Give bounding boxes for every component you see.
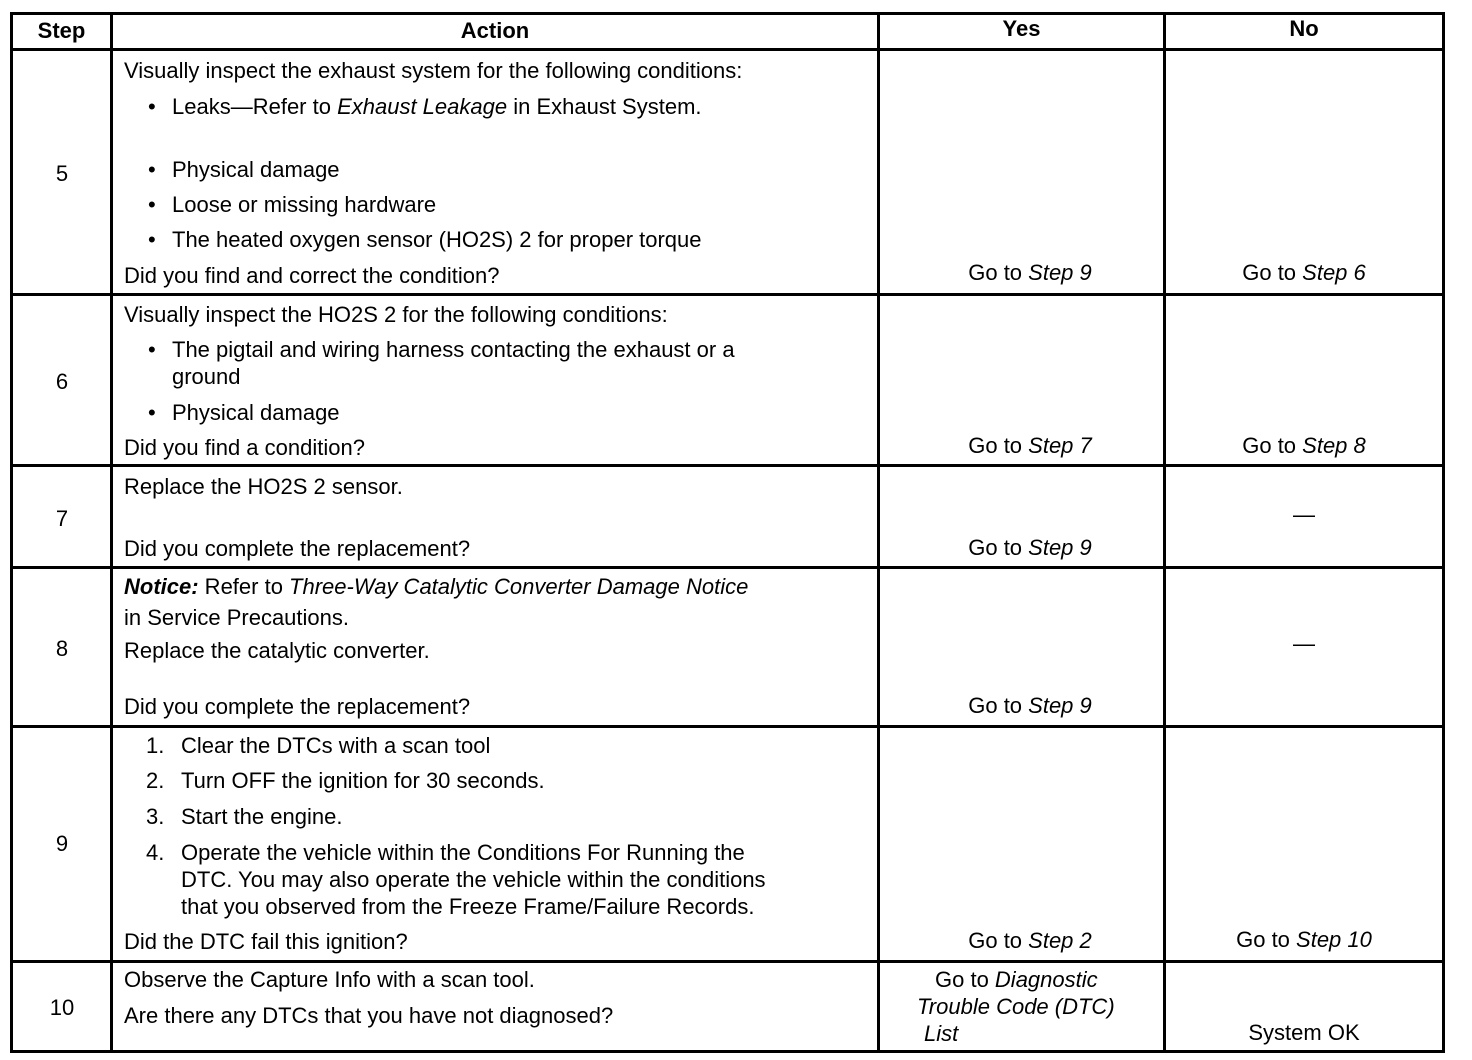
action-text: Visually inspect the HO2S 2 for the following conditions: [124, 302, 668, 327]
bullet-marker: • [148, 192, 156, 217]
header-yes: Yes [1002, 16, 1041, 41]
bullet-marker: • [148, 227, 156, 252]
no-dash: — [1293, 631, 1315, 656]
list-item: Operate the vehicle within the Conditions For Running the [181, 840, 745, 865]
bullet-marker: • [148, 157, 156, 182]
list-number: 2. [146, 768, 165, 793]
action-text: Observe the Capture Info with a scan tool. [124, 967, 535, 992]
step-number: 8 [55, 636, 69, 661]
notice-continuation: in Service Precautions. [124, 605, 349, 630]
step-number: 5 [55, 161, 69, 186]
bullet-item-continuation: ground [172, 364, 241, 389]
no-result: System OK [1248, 1020, 1360, 1045]
bullet-item: Physical damage [172, 157, 340, 182]
row-divider [10, 566, 1445, 569]
no-dash: — [1293, 502, 1315, 527]
action-question: Did you find a condition? [124, 435, 365, 460]
bullet-marker: • [148, 400, 156, 425]
header-action: Action [460, 18, 530, 43]
list-number: 3. [146, 804, 165, 829]
no-result: Go to Step 10 [1236, 927, 1372, 952]
yes-result: Go to Step 2 [968, 928, 1092, 953]
step-number: 7 [55, 506, 69, 531]
step-number: 10 [49, 995, 75, 1020]
list-item-continuation: that you observed from the Freeze Frame/Failure Records. [181, 894, 755, 919]
no-result: Go to Step 6 [1242, 260, 1366, 285]
action-question: Did you complete the replacement? [124, 694, 471, 719]
list-number: 4. [146, 840, 165, 865]
row-divider [10, 960, 1445, 963]
no-result: Go to Step 8 [1242, 433, 1366, 458]
step-number: 6 [55, 369, 69, 394]
row-divider [10, 293, 1445, 296]
bullet-item: The heated oxygen sensor (HO2S) 2 for proper torque [172, 227, 702, 252]
yes-result: Go to Step 9 [968, 260, 1092, 285]
yes-result-continuation: List [924, 1021, 959, 1046]
action-text: Replace the catalytic converter. [124, 638, 430, 663]
table-border-bottom [10, 1050, 1445, 1053]
header-no: No [1289, 16, 1319, 41]
bullet-item: The pigtail and wiring harness contacting the exhaust or a [172, 337, 735, 362]
action-question: Did you complete the replacement? [124, 536, 471, 561]
column-divider [877, 12, 880, 1053]
yes-result: Go to Step 9 [968, 535, 1092, 560]
yes-result: Go to Step 9 [968, 693, 1092, 718]
notice-text: Notice: Refer to Three-Way Catalytic Converter Damage Notice [124, 574, 749, 599]
action-text: Visually inspect the exhaust system for the following conditions: [124, 58, 743, 83]
table-border-right [1442, 12, 1445, 1053]
action-question: Are there any DTCs that you have not diagnosed? [124, 1003, 614, 1028]
header-divider [10, 48, 1445, 51]
table-border-top [10, 12, 1445, 15]
action-text: Replace the HO2S 2 sensor. [124, 474, 403, 499]
list-item: Clear the DTCs with a scan tool [181, 733, 491, 758]
column-divider [1163, 12, 1166, 1053]
list-item-continuation: DTC. You may also operate the vehicle within the conditions [181, 867, 766, 892]
bullet-item: Leaks—Refer to Exhaust Leakage in Exhaust System. [172, 94, 702, 119]
bullet-item: Loose or missing hardware [172, 192, 437, 217]
action-question: Did you find and correct the condition? [124, 263, 500, 288]
list-item: Turn OFF the ignition for 30 seconds. [181, 768, 545, 793]
row-divider [10, 725, 1445, 728]
bullet-marker: • [148, 337, 156, 362]
yes-result: Go to Step 7 [968, 433, 1092, 458]
bullet-item: Physical damage [172, 400, 340, 425]
header-step: Step [37, 18, 86, 43]
list-item: Start the engine. [181, 804, 343, 829]
step-number: 9 [55, 831, 69, 856]
action-question: Did the DTC fail this ignition? [124, 929, 408, 954]
yes-result: Go to Diagnostic [935, 967, 1098, 992]
bullet-marker: • [148, 94, 156, 119]
yes-result-continuation: Trouble Code (DTC) [917, 994, 1115, 1019]
row-divider [10, 464, 1445, 467]
list-number: 1. [146, 733, 165, 758]
